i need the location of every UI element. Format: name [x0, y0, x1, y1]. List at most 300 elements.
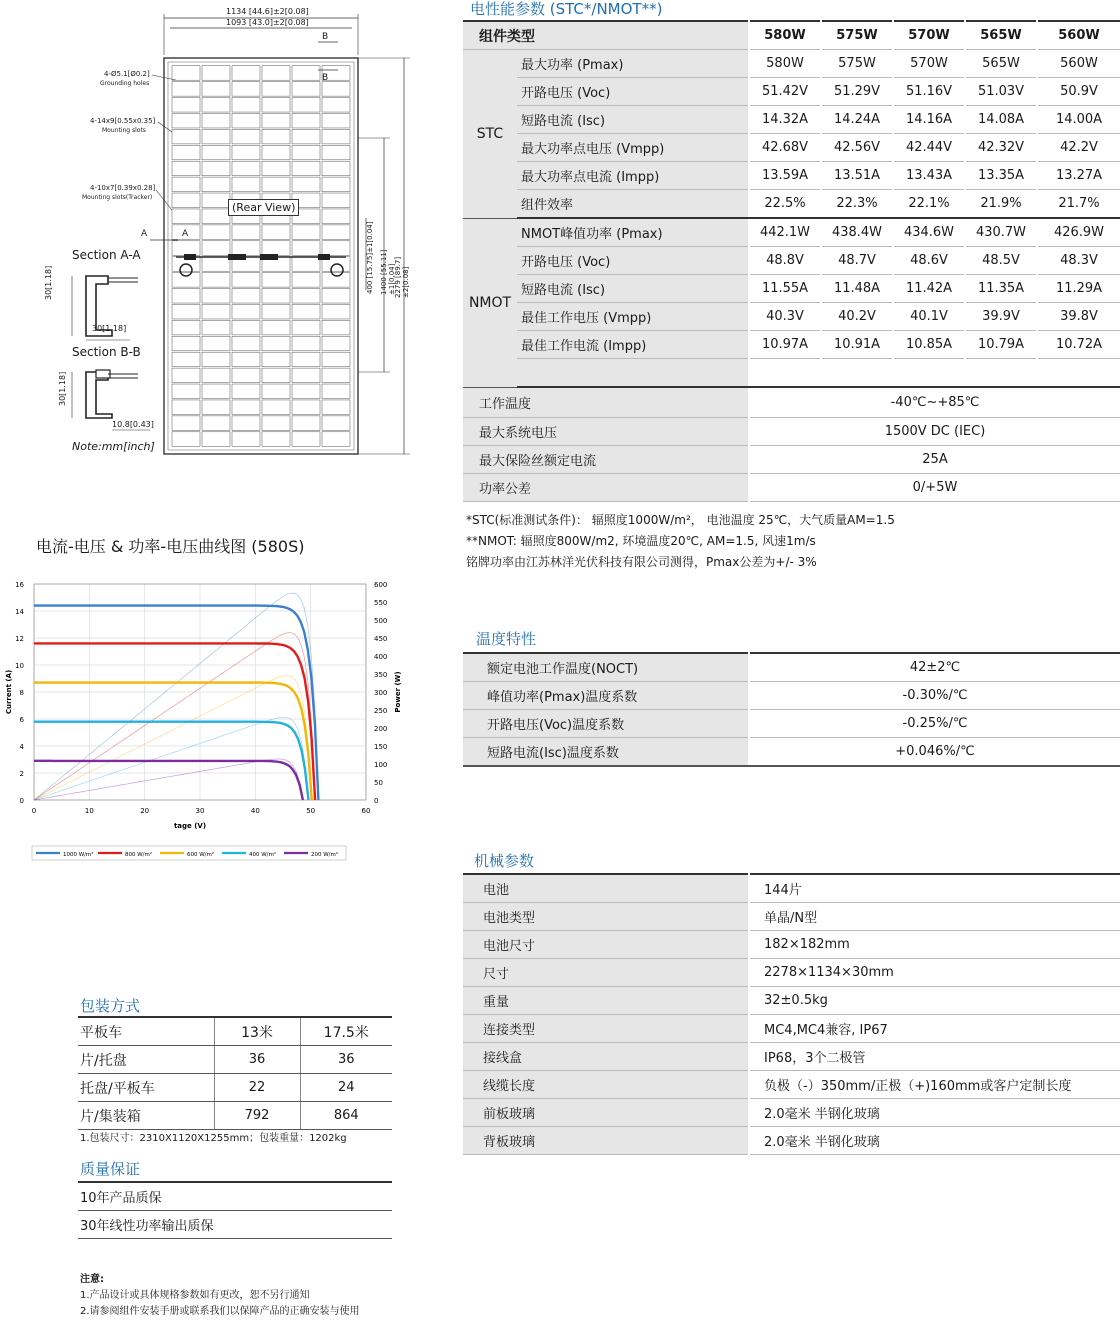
solar-cell — [172, 320, 200, 335]
solar-cell — [262, 368, 290, 383]
solar-cell — [172, 432, 200, 447]
legend-label: 600 W/m² — [187, 852, 215, 858]
row-value: 42.44V — [893, 134, 965, 162]
header-label: 组件类型 — [463, 21, 749, 50]
y-tick-label: 2 — [19, 770, 24, 778]
solar-cell — [202, 145, 230, 160]
solar-cell — [172, 416, 200, 431]
solar-cell — [262, 161, 290, 176]
solar-cell — [202, 384, 230, 399]
mech-title: 机械参数 — [474, 852, 535, 870]
iv-chart-svg — [0, 570, 420, 870]
row-value: IP68，3个二极管 — [749, 1043, 1120, 1071]
section-aa-label: Section A-A — [72, 248, 141, 262]
solar-cell — [172, 209, 200, 224]
solar-cell — [202, 432, 230, 447]
table-row — [463, 959, 1120, 987]
row-value: 40.1V — [893, 303, 965, 331]
row-value: 580W — [749, 50, 821, 78]
legend-label: 400 W/m² — [249, 852, 277, 858]
row-value: 182×182mm — [749, 931, 1120, 959]
mounting-slots-spec: 4-14x9[0.55x0.35] — [90, 117, 156, 125]
row-value: 10.79A — [965, 331, 1037, 359]
solar-cell — [202, 113, 230, 128]
dim-400: 400 [15.75]±1[0.04] — [366, 221, 374, 294]
solar-cell — [232, 273, 260, 288]
table-row — [463, 874, 1120, 903]
solar-cell — [202, 400, 230, 415]
row-label: 短路电流 (Isc) — [517, 275, 749, 303]
solar-cell — [262, 416, 290, 431]
solar-cell — [232, 368, 260, 383]
table-row — [463, 303, 1120, 331]
solar-cell — [292, 66, 320, 81]
solar-cell — [292, 241, 320, 256]
solar-cell — [232, 225, 260, 240]
row-label: 组件效率 — [517, 190, 749, 219]
y-tick-label: 12 — [15, 635, 24, 643]
chart-title: 电流-电压 & 功率-电压曲线图 (580S) — [36, 537, 305, 556]
dim-width-aa: 30[1.18] — [92, 324, 127, 333]
solar-cell — [292, 384, 320, 399]
units-note: Note:mm[inch] — [72, 440, 155, 453]
solar-cell — [172, 113, 200, 128]
solar-cell — [292, 225, 320, 240]
solar-cell — [262, 289, 290, 304]
solar-cell — [232, 289, 260, 304]
row-label: 开路电压 (Voc) — [517, 78, 749, 106]
solar-cell — [202, 368, 230, 383]
solar-cell — [172, 98, 200, 113]
y2-tick-label: 0 — [374, 797, 379, 805]
row-label: 背板玻璃 — [463, 1127, 749, 1155]
power-curve — [34, 676, 312, 800]
row-label: 最大系统电压 — [463, 417, 749, 445]
dim-1400: 1400 [55.11]±1[0.04] — [380, 249, 396, 295]
notice — [80, 1272, 360, 1320]
solar-cell — [322, 416, 350, 431]
solar-cell — [322, 368, 350, 383]
row-value: 11.35A — [965, 275, 1037, 303]
row-label: 开路电压(Voc)温度系数 — [463, 710, 749, 738]
row-value: +0.046%/℃ — [749, 738, 1120, 767]
row-value: 42.32V — [965, 134, 1037, 162]
header-cell: 13米 — [214, 1017, 300, 1046]
x-tick-label: 50 — [306, 807, 316, 815]
solar-cell — [202, 193, 230, 208]
row-label: 最大保险丝额定电流 — [463, 445, 749, 473]
solar-cell — [262, 82, 290, 97]
solar-cell — [232, 145, 260, 160]
table-row — [463, 473, 1120, 501]
row-value: 0/+5W — [749, 473, 1120, 501]
table-row — [463, 653, 1120, 682]
solar-cell — [172, 129, 200, 144]
solar-cell — [292, 320, 320, 335]
y-axis-label: Current (A) — [5, 669, 13, 715]
solar-cell — [202, 257, 230, 272]
table-row — [463, 134, 1120, 162]
y2-tick-label: 200 — [374, 725, 388, 733]
current-curve — [34, 606, 318, 800]
solar-cell — [202, 161, 230, 176]
solar-cell — [232, 66, 260, 81]
solar-cell — [262, 320, 290, 335]
y-tick-label: 8 — [19, 689, 24, 697]
table-row — [463, 247, 1120, 275]
grounding-holes-spec: 4-Ø5.1[Ø0.2] — [104, 70, 150, 78]
solar-cell — [262, 241, 290, 256]
header-cell: 平板车 — [78, 1017, 214, 1046]
x-tick-label: 20 — [140, 807, 150, 815]
solar-cell — [232, 352, 260, 367]
solar-cell — [202, 177, 230, 192]
solar-cell — [232, 432, 260, 447]
row-value: 14.00A — [1037, 106, 1120, 134]
solar-cell — [322, 384, 350, 399]
solar-cell — [232, 416, 260, 431]
elec-footnotes — [466, 510, 895, 573]
row-cell: 片/托盘 — [78, 1046, 214, 1074]
row-value: 570W — [893, 50, 965, 78]
row-label: 开路电压 (Voc) — [517, 247, 749, 275]
row-value: 2278×1134×30mm — [749, 959, 1120, 987]
x-tick-label: 0 — [31, 807, 37, 815]
model-575: 575W — [821, 21, 893, 50]
y2-tick-label: 350 — [374, 671, 388, 679]
table-row — [463, 931, 1120, 959]
solar-cell — [232, 336, 260, 351]
table-row — [463, 1127, 1120, 1155]
module-drawing-svg — [0, 0, 440, 480]
row-value: -0.25%/℃ — [749, 710, 1120, 738]
solar-cell — [172, 368, 200, 383]
solar-cell — [322, 161, 350, 176]
row-value: 13.35A — [965, 162, 1037, 190]
table-row — [78, 1102, 392, 1130]
row-value: 22.3% — [821, 190, 893, 219]
row-value: 51.03V — [965, 78, 1037, 106]
solar-cell — [322, 129, 350, 144]
table-row — [463, 331, 1120, 359]
solar-cell — [232, 304, 260, 319]
table-row — [463, 445, 1120, 473]
solar-cell — [292, 113, 320, 128]
table-row — [463, 1015, 1120, 1043]
solar-cell — [202, 416, 230, 431]
solar-cell — [232, 161, 260, 176]
y2-tick-label: 400 — [374, 653, 388, 661]
row-value: 14.24A — [821, 106, 893, 134]
row-value-empty — [749, 359, 821, 388]
solar-cell — [262, 225, 290, 240]
row-value: 25A — [749, 445, 1120, 473]
row-label: 接线盒 — [463, 1043, 749, 1071]
row-value-empty — [965, 359, 1037, 388]
row-value: MC4,MC4兼容, IP67 — [749, 1015, 1120, 1043]
row-value: 14.16A — [893, 106, 965, 134]
row-cell: 792 — [214, 1102, 300, 1130]
row-value: 40.2V — [821, 303, 893, 331]
row-value: 22.5% — [749, 190, 821, 219]
solar-cell — [262, 400, 290, 415]
row-value: 13.43A — [893, 162, 965, 190]
solar-cell — [262, 304, 290, 319]
solar-cell — [322, 98, 350, 113]
legend-label: 800 W/m² — [125, 852, 153, 858]
solar-cell — [202, 82, 230, 97]
table-row — [463, 387, 1120, 417]
section-marker-a-left: A — [141, 229, 148, 239]
row-value: 51.29V — [821, 78, 893, 106]
solar-cell — [172, 66, 200, 81]
y2-tick-label: 50 — [374, 779, 383, 787]
row-label: 最大功率 (Pmax) — [517, 50, 749, 78]
chart-legend — [32, 846, 346, 860]
solar-cell — [292, 400, 320, 415]
solar-cell — [262, 66, 290, 81]
mechanical-table — [463, 873, 1120, 1155]
row-value: 42±2℃ — [749, 653, 1120, 682]
x-tick-label: 40 — [250, 807, 260, 815]
solar-cell — [232, 129, 260, 144]
legend-label: 200 W/m² — [311, 852, 339, 858]
warranty-title: 质量保证 — [80, 1160, 141, 1178]
elec-title: 电性能参数 (STC*/NMOT**) — [470, 0, 663, 18]
row-value: 51.42V — [749, 78, 821, 106]
solar-cell — [202, 352, 230, 367]
solar-cell — [322, 304, 350, 319]
row-value: 1500V DC (IEC) — [749, 417, 1120, 445]
solar-cell — [172, 161, 200, 176]
solar-cell — [172, 304, 200, 319]
warranty-table — [78, 1181, 392, 1239]
solar-cell — [322, 193, 350, 208]
row-value: 430.7W — [965, 218, 1037, 247]
row-label: 尺寸 — [463, 959, 749, 987]
solar-cell — [322, 352, 350, 367]
row-value: 2.0毫米 半钢化玻璃 — [749, 1099, 1120, 1127]
solar-cell — [292, 161, 320, 176]
row-label: 工作温度 — [463, 387, 749, 417]
row-cell: 24 — [300, 1074, 392, 1102]
table-row — [463, 1071, 1120, 1099]
row-value: -40℃~+85℃ — [749, 387, 1120, 417]
solar-cell — [202, 273, 230, 288]
tracker-slots-spec: 4-10x7[0.39x0.28] — [90, 184, 156, 192]
row-label: 最佳工作电流 (Impp) — [517, 331, 749, 359]
row-cell: 36 — [300, 1046, 392, 1074]
solar-cell — [172, 241, 200, 256]
solar-cell — [322, 320, 350, 335]
power-curve — [34, 717, 309, 800]
solar-cell — [202, 66, 230, 81]
solar-cell — [172, 352, 200, 367]
row-value: 单晶/N型 — [749, 903, 1120, 931]
solar-cell — [232, 177, 260, 192]
solar-cell — [292, 368, 320, 383]
row-value: 565W — [965, 50, 1037, 78]
row-value: 442.1W — [749, 218, 821, 247]
solar-cell — [322, 400, 350, 415]
x-tick-label: 10 — [84, 807, 94, 815]
solar-cell — [322, 432, 350, 447]
row-value: 13.59A — [749, 162, 821, 190]
table-row — [463, 190, 1120, 219]
y2-tick-label: 500 — [374, 617, 388, 625]
row-value: 10.85A — [893, 331, 965, 359]
dim-flange-bb: 10.8[0.43] — [112, 420, 154, 429]
group-label: NMOT — [463, 218, 517, 387]
row-label: 最大功率点电流 (Impp) — [517, 162, 749, 190]
row-value-empty — [893, 359, 965, 388]
solar-cell — [172, 145, 200, 160]
notice-title: 注意: — [80, 1274, 104, 1285]
row-value: 10.97A — [749, 331, 821, 359]
row-cell: 片/集装箱 — [78, 1102, 214, 1130]
solar-cell — [322, 82, 350, 97]
row-value: 48.6V — [893, 247, 965, 275]
row-label: 电池 — [463, 874, 749, 903]
row-value-empty — [1037, 359, 1120, 388]
table-row — [463, 417, 1120, 445]
model-560: 560W — [1037, 21, 1120, 50]
table-row — [463, 162, 1120, 190]
solar-cell — [202, 129, 230, 144]
solar-cell — [262, 352, 290, 367]
table-row — [463, 987, 1120, 1015]
grounding-holes-label: Grounding holes — [100, 80, 150, 87]
rear-view-label: (Rear View) — [228, 199, 299, 216]
row-value: 负极（-）350mm/正极（+)160mm或客户定制长度 — [749, 1071, 1120, 1099]
tracker-slots-label: Mounting slots(Tracker) — [82, 194, 153, 201]
solar-cell — [232, 98, 260, 113]
row-value: 560W — [1037, 50, 1120, 78]
warranty-product: 10年产品质保 — [78, 1182, 392, 1211]
solar-cell — [232, 384, 260, 399]
section-marker-b-top: B — [322, 32, 329, 42]
row-value: 14.32A — [749, 106, 821, 134]
row-value: 426.9W — [1037, 218, 1120, 247]
warranty-power: 30年线性功率输出质保 — [78, 1211, 392, 1239]
solar-cell — [202, 225, 230, 240]
row-value: 48.7V — [821, 247, 893, 275]
row-value: 50.9V — [1037, 78, 1120, 106]
row-cell: 36 — [214, 1046, 300, 1074]
header-cell: 17.5米 — [300, 1017, 392, 1046]
dim-2279: 2279 [89.7]±2[0.08] — [394, 256, 410, 298]
solar-cell — [292, 98, 320, 113]
row-value: 42.56V — [821, 134, 893, 162]
solar-cell — [262, 384, 290, 399]
section-marker-a-right: A — [182, 229, 189, 239]
row-value: 32±0.5kg — [749, 987, 1120, 1015]
group-label: STC — [463, 50, 517, 219]
solar-cell — [322, 209, 350, 224]
solar-cell — [172, 289, 200, 304]
dim-width-outer: 1134 [44.6]±2[0.08] — [226, 7, 309, 16]
section-bb-label: Section B-B — [72, 345, 141, 359]
row-value: 21.7% — [1037, 190, 1120, 219]
row-cell: 托盘/平板车 — [78, 1074, 214, 1102]
x-tick-label: 30 — [195, 807, 205, 815]
table-row — [463, 50, 1120, 78]
solar-cell — [292, 289, 320, 304]
row-label: 最佳工作电压 (Vmpp) — [517, 303, 749, 331]
row-label: 重量 — [463, 987, 749, 1015]
solar-cell — [262, 129, 290, 144]
solar-cell — [292, 129, 320, 144]
table-row — [463, 78, 1120, 106]
solar-cell — [202, 98, 230, 113]
solar-cell — [262, 113, 290, 128]
row-label: NMOT峰值功率 (Pmax) — [517, 218, 749, 247]
row-value: 11.48A — [821, 275, 893, 303]
solar-cell — [322, 113, 350, 128]
solar-cell — [262, 177, 290, 192]
electrical-table — [463, 20, 1120, 502]
y-tick-label: 16 — [15, 581, 24, 589]
notice-line-1: 1.产品设计或具体规格参数如有更改，恕不另行通知 — [80, 1290, 310, 1301]
row-value-empty — [821, 359, 893, 388]
solar-cell — [322, 289, 350, 304]
row-label-empty — [517, 359, 749, 388]
row-value: 11.42A — [893, 275, 965, 303]
y2-tick-label: 450 — [374, 635, 388, 643]
solar-cell — [292, 352, 320, 367]
solar-cell — [292, 82, 320, 97]
y-tick-label: 0 — [19, 797, 24, 805]
solar-cell — [292, 145, 320, 160]
solar-cell — [262, 336, 290, 351]
row-value: 11.55A — [749, 275, 821, 303]
solar-cell — [292, 304, 320, 319]
row-value: 10.91A — [821, 331, 893, 359]
row-cell: 22 — [214, 1074, 300, 1102]
row-value: 438.4W — [821, 218, 893, 247]
table-row — [463, 106, 1120, 134]
power-curve — [34, 633, 315, 800]
row-label: 短路电流(Isc)温度系数 — [463, 738, 749, 767]
solar-cell — [292, 336, 320, 351]
footnote-tolerance: 铭牌功率由江苏林洋光伏科技有限公司测得，Pmax公差为+/- 3% — [466, 555, 817, 569]
solar-cell — [172, 177, 200, 192]
module-drawing — [0, 0, 440, 480]
solar-cell — [202, 289, 230, 304]
solar-cell — [322, 225, 350, 240]
row-cell: 864 — [300, 1102, 392, 1130]
solar-cell — [172, 82, 200, 97]
row-value: 39.9V — [965, 303, 1037, 331]
table-row — [463, 738, 1120, 767]
solar-cell — [262, 273, 290, 288]
row-value: 48.5V — [965, 247, 1037, 275]
row-value: 434.6W — [893, 218, 965, 247]
y-tick-label: 4 — [19, 743, 24, 751]
y2-axis-label: Power (W) — [394, 671, 402, 713]
solar-cell — [292, 177, 320, 192]
solar-cell — [292, 257, 320, 272]
solar-cell — [322, 336, 350, 351]
solar-cell — [232, 113, 260, 128]
table-row — [463, 710, 1120, 738]
pack-note: 1.包装尺寸：2310X1120X1255mm；包装重量：1202kg — [80, 1133, 347, 1144]
solar-cell — [202, 209, 230, 224]
solar-cell — [232, 400, 260, 415]
solar-cell — [262, 432, 290, 447]
solar-cell — [172, 384, 200, 399]
solar-cell — [232, 82, 260, 97]
